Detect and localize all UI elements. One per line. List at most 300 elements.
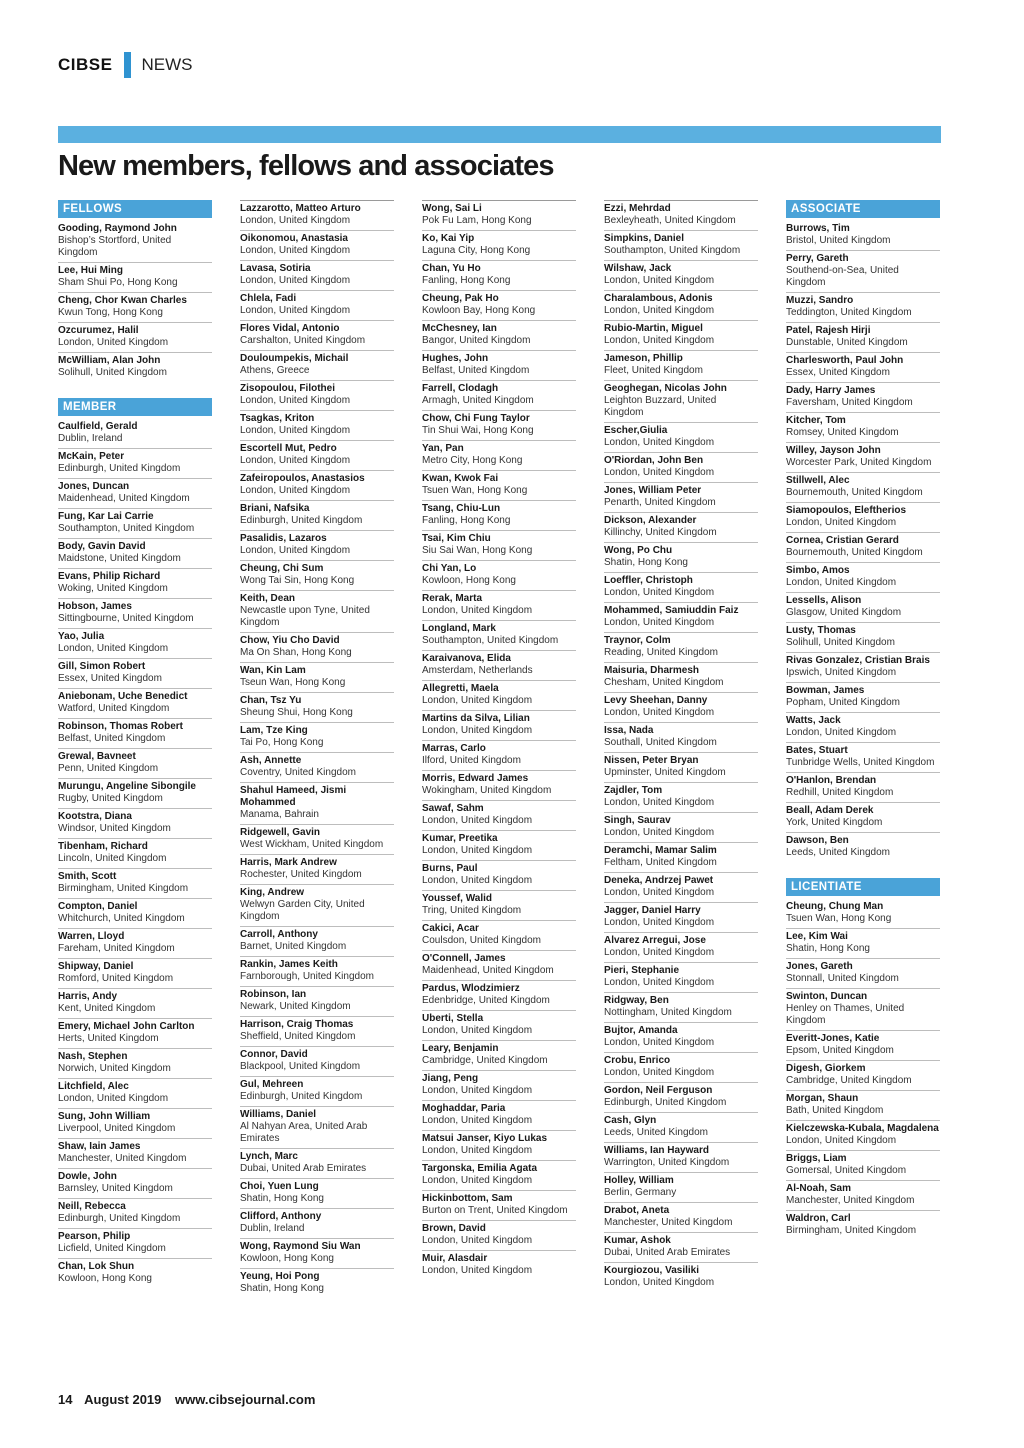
- member-location: Chesham, United Kingdom: [604, 677, 724, 688]
- member-location: Fleet, United Kingdom: [604, 365, 703, 376]
- member-name: Wilshaw, Jack: [604, 263, 672, 274]
- member-name: Lam, Tze King: [240, 725, 308, 736]
- member-entry: [786, 1030, 940, 1060]
- member-name: Simbo, Amos: [786, 565, 850, 576]
- member-entry: [58, 352, 212, 382]
- member-name: Digesh, Giorkem: [786, 1063, 866, 1074]
- member-location: London, United Kingdom: [604, 335, 715, 346]
- member-location: London, United Kingdom: [604, 437, 715, 448]
- member-entry: [604, 260, 758, 290]
- member-entry: [422, 590, 576, 620]
- member-entry: [240, 752, 394, 782]
- member-entry: [604, 692, 758, 722]
- member-location: Rochester, United Kingdom: [240, 869, 362, 880]
- member-entry: [422, 1130, 576, 1160]
- member-location: London, United Kingdom: [422, 1025, 533, 1036]
- member-entry: [58, 598, 212, 628]
- page-footer: [58, 1392, 315, 1407]
- section-label: NEWS: [141, 55, 193, 74]
- member-entry: [786, 712, 940, 742]
- member-name: Brown, David: [422, 1223, 486, 1234]
- member-location: Maidenhead, United Kingdom: [422, 965, 554, 976]
- member-entry: [58, 898, 212, 928]
- member-name: Ozcurumez, Halil: [58, 325, 139, 336]
- member-name: Kwan, Kwok Fai: [422, 473, 499, 484]
- member-location: Solihull, United Kingdom: [786, 637, 895, 648]
- member-entry: [604, 902, 758, 932]
- member-entry: [786, 652, 940, 682]
- member-name: Willey, Jayson John: [786, 445, 881, 456]
- member-name: Compton, Daniel: [58, 901, 138, 912]
- member-location: Armagh, United Kingdom: [422, 395, 534, 406]
- member-name: Issa, Nada: [604, 725, 654, 736]
- member-name: Kitcher, Tom: [786, 415, 846, 426]
- member-location: Berlin, Germany: [604, 1187, 677, 1198]
- section-heading: ASSOCIATE: [786, 200, 940, 218]
- member-name: Dady, Harry James: [786, 385, 876, 396]
- member-name: Wan, Kin Lam: [240, 665, 306, 676]
- member-name: Watts, Jack: [786, 715, 841, 726]
- member-name: Bujtor, Amanda: [604, 1025, 678, 1036]
- member-name: Pieri, Stephanie: [604, 965, 680, 976]
- member-entry: [58, 958, 212, 988]
- member-location: London, United Kingdom: [240, 245, 351, 256]
- member-location: Tin Shui Wai, Hong Kong: [422, 425, 534, 436]
- member-location: London, United Kingdom: [240, 305, 351, 316]
- member-location: Fareham, United Kingdom: [58, 943, 175, 954]
- member-name: Flores Vidal, Antonio: [240, 323, 340, 334]
- member-name: Leary, Benjamin: [422, 1043, 499, 1054]
- member-location: Worcester Park, United Kingdom: [786, 457, 932, 468]
- member-name: Jiang, Peng: [422, 1073, 479, 1084]
- member-location: Belfast, United Kingdom: [58, 733, 166, 744]
- member-name: Everitt-Jones, Katie: [786, 1033, 880, 1044]
- member-entry: [58, 478, 212, 508]
- member-entry: [604, 992, 758, 1022]
- member-entry: [786, 472, 940, 502]
- member-location: Bournemouth, United Kingdom: [786, 547, 923, 558]
- member-location: Cambridge, United Kingdom: [786, 1075, 912, 1086]
- section-heading: FELLOWS: [58, 200, 212, 218]
- member-name: Lavasa, Sotiria: [240, 263, 311, 274]
- member-location: Stonnall, United Kingdom: [786, 973, 899, 984]
- member-entry: [604, 782, 758, 812]
- member-name: O'Hanlon, Brendan: [786, 775, 877, 786]
- member-location: Kwun Tong, Hong Kong: [58, 307, 163, 318]
- member-name: Ridgway, Ben: [604, 995, 669, 1006]
- member-location: Metro City, Hong Kong: [422, 455, 523, 466]
- member-entry: [604, 1082, 758, 1112]
- member-location: Laguna City, Hong Kong: [422, 245, 531, 256]
- member-name: Longland, Mark: [422, 623, 496, 634]
- member-location: West Wickham, United Kingdom: [240, 839, 384, 850]
- member-name: Oikonomou, Anastasia: [240, 233, 348, 244]
- top-banner-bar: [58, 126, 941, 143]
- member-name: Chlela, Fadi: [240, 293, 297, 304]
- member-location: London, United Kingdom: [240, 395, 351, 406]
- member-location: Dublin, Ireland: [240, 1223, 305, 1234]
- column-4: [604, 200, 758, 1292]
- member-entry: [786, 1120, 940, 1150]
- member-location: Tsuen Wan, Hong Kong: [786, 913, 892, 924]
- member-location: London, United Kingdom: [422, 1175, 533, 1186]
- member-entry: [786, 532, 940, 562]
- member-location: Edinburgh, United Kingdom: [58, 463, 181, 474]
- member-location: Rugby, United Kingdom: [58, 793, 163, 804]
- member-location: London, United Kingdom: [604, 587, 715, 598]
- member-location: Bishop’s Stortford, United Kingdom: [58, 235, 172, 258]
- member-location: Athens, Greece: [240, 365, 310, 376]
- member-entry: [240, 440, 394, 470]
- member-entry: [58, 448, 212, 478]
- member-entry: [604, 932, 758, 962]
- member-entry: [604, 572, 758, 602]
- member-location: Whitchurch, United Kingdom: [58, 913, 185, 924]
- member-name: Geoghegan, Nicolas John: [604, 383, 727, 394]
- member-entry: [240, 1016, 394, 1046]
- member-location: Lincoln, United Kingdom: [58, 853, 167, 864]
- member-entry: [422, 1220, 576, 1250]
- member-location: Newcastle upon Tyne, United Kingdom: [240, 605, 370, 628]
- member-name: Ridgewell, Gavin: [240, 827, 321, 838]
- member-location: London, United Kingdom: [240, 425, 351, 436]
- member-entry: [604, 230, 758, 260]
- member-name: Harrison, Craig Thomas: [240, 1019, 354, 1030]
- member-entry: [604, 1262, 758, 1292]
- member-name: Chow, Chi Fung Taylor: [422, 413, 530, 424]
- member-name: Connor, David: [240, 1049, 308, 1060]
- member-entry: [422, 1160, 576, 1190]
- member-location: London, United Kingdom: [240, 485, 351, 496]
- member-entry: [240, 986, 394, 1016]
- member-location: London, United Kingdom: [604, 1037, 715, 1048]
- member-location: Sheung Shui, Hong Kong: [240, 707, 353, 718]
- column-2: [240, 200, 394, 1298]
- member-entry: [422, 650, 576, 680]
- member-location: London, United Kingdom: [422, 875, 533, 886]
- member-name: Cheung, Chi Sum: [240, 563, 324, 574]
- member-entry: [58, 419, 212, 448]
- member-entry: [240, 662, 394, 692]
- member-location: Ipswich, United Kingdom: [786, 667, 897, 678]
- member-name: Gordon, Neil Ferguson: [604, 1085, 713, 1096]
- member-name: Kumar, Preetika: [422, 833, 498, 844]
- member-entry: [58, 1258, 212, 1288]
- member-name: Cheung, Chung Man: [786, 901, 884, 912]
- member-entry: [786, 442, 940, 472]
- member-entry: [422, 950, 576, 980]
- member-name: Clifford, Anthony: [240, 1211, 322, 1222]
- member-name: Perry, Gareth: [786, 253, 849, 264]
- member-location: Nottingham, United Kingdom: [604, 1007, 732, 1018]
- member-name: Stillwell, Alec: [786, 475, 850, 486]
- member-name: Pearson, Philip: [58, 1231, 131, 1242]
- member-entry: [422, 1070, 576, 1100]
- member-location: Southall, United Kingdom: [604, 737, 717, 748]
- member-location: Tunbridge Wells, United Kingdom: [786, 757, 935, 768]
- member-name: Briani, Nafsika: [240, 503, 310, 514]
- member-entry: [422, 1190, 576, 1220]
- member-entry: [58, 1018, 212, 1048]
- member-location: Tseun Wan, Hong Kong: [240, 677, 346, 688]
- member-name: Simpkins, Daniel: [604, 233, 685, 244]
- member-name: Lazzarotto, Matteo Arturo: [240, 203, 361, 214]
- member-name: Dickson, Alexander: [604, 515, 697, 526]
- member-entry: [58, 748, 212, 778]
- member-entry: [786, 988, 940, 1030]
- member-entry: [58, 1198, 212, 1228]
- member-location: Kent, United Kingdom: [58, 1003, 156, 1014]
- member-entry: [604, 722, 758, 752]
- member-location: Southampton, United Kingdom: [604, 245, 741, 256]
- member-entry: [604, 752, 758, 782]
- member-entry: [58, 262, 212, 292]
- member-entry: [58, 538, 212, 568]
- member-entry: [240, 782, 394, 824]
- member-name: Loeffler, Christoph: [604, 575, 693, 586]
- member-entry: [604, 290, 758, 320]
- member-location: Leighton Buzzard, United Kingdom: [604, 395, 717, 418]
- member-entry: [240, 692, 394, 722]
- member-name: Smith, Scott: [58, 871, 117, 882]
- member-name: Cash, Glyn: [604, 1115, 657, 1126]
- member-location: Sham Shui Po, Hong Kong: [58, 277, 178, 288]
- member-entry: [240, 854, 394, 884]
- section-heading: MEMBER: [58, 398, 212, 416]
- member-name: Briggs, Liam: [786, 1153, 847, 1164]
- member-name: Jones, Gareth: [786, 961, 853, 972]
- member-entry: [58, 838, 212, 868]
- member-location: London, United Kingdom: [422, 1235, 533, 1246]
- member-name: Chi Yan, Lo: [422, 563, 477, 574]
- member-name: Holley, William: [604, 1175, 674, 1186]
- member-entry: [422, 1250, 576, 1280]
- member-location: Carshalton, United Kingdom: [240, 335, 366, 346]
- member-location: London, United Kingdom: [422, 1115, 533, 1126]
- page-number: 14: [58, 1392, 73, 1407]
- member-entry: [786, 382, 940, 412]
- member-entry: [422, 890, 576, 920]
- member-location: London, United Kingdom: [604, 947, 715, 958]
- member-name: Lee, Kim Wai: [786, 931, 848, 942]
- member-location: Norwich, United Kingdom: [58, 1063, 171, 1074]
- member-entry: [422, 740, 576, 770]
- member-entry: [240, 410, 394, 440]
- member-name: Robinson, Thomas Robert: [58, 721, 183, 732]
- member-entry: [58, 508, 212, 538]
- member-entry: [786, 928, 940, 958]
- member-entry: [604, 1232, 758, 1262]
- member-entry: [786, 622, 940, 652]
- column-5: [786, 200, 940, 1240]
- member-name: Nash, Stephen: [58, 1051, 128, 1062]
- member-location: London, United Kingdom: [604, 617, 715, 628]
- website-link[interactable]: www.cibsejournal.com: [175, 1392, 316, 1407]
- member-name: Warren, Lloyd: [58, 931, 125, 942]
- member-location: Cambridge, United Kingdom: [422, 1055, 548, 1066]
- member-entry: [240, 1238, 394, 1268]
- member-location: London, United Kingdom: [58, 337, 169, 348]
- member-location: London, United Kingdom: [422, 815, 533, 826]
- member-location: York, United Kingdom: [786, 817, 883, 828]
- member-name: Cheung, Pak Ho: [422, 293, 499, 304]
- member-entry: [604, 452, 758, 482]
- page-title: New members, fellows and associates: [58, 150, 554, 182]
- member-entry: [786, 412, 940, 442]
- member-name: Gill, Simon Robert: [58, 661, 146, 672]
- member-entry: [604, 1202, 758, 1232]
- member-location: Manchester, United Kingdom: [58, 1153, 187, 1164]
- member-location: Windsor, United Kingdom: [58, 823, 171, 834]
- member-location: Licfield, United Kingdom: [58, 1243, 166, 1254]
- member-location: London, United Kingdom: [58, 1093, 169, 1104]
- member-location: Dubai, United Arab Emirates: [604, 1247, 731, 1258]
- member-name: Carroll, Anthony: [240, 929, 318, 940]
- member-location: London, United Kingdom: [604, 827, 715, 838]
- member-location: Dublin, Ireland: [58, 433, 123, 444]
- member-location: Birmingham, United Kingdom: [58, 883, 189, 894]
- member-entry: [786, 682, 940, 712]
- member-name: Murungu, Angeline Sibongile: [58, 781, 196, 792]
- member-entry: [604, 482, 758, 512]
- member-location: Southampton, United Kingdom: [422, 635, 559, 646]
- member-entry: [240, 1268, 394, 1298]
- member-entry: [786, 292, 940, 322]
- member-entry: [58, 928, 212, 958]
- member-location: Reading, United Kingdom: [604, 647, 718, 658]
- member-name: Martins da Silva, Lilian: [422, 713, 530, 724]
- member-name: Deneka, Andrzej Pawet: [604, 875, 714, 886]
- member-entry: [58, 808, 212, 838]
- member-name: Hobson, James: [58, 601, 132, 612]
- member-location: Sittingbourne, United Kingdom: [58, 613, 194, 624]
- member-location: Belfast, United Kingdom: [422, 365, 530, 376]
- member-entry: [604, 962, 758, 992]
- member-entry: [786, 802, 940, 832]
- member-location: Watford, United Kingdom: [58, 703, 170, 714]
- member-location: London, United Kingdom: [604, 1277, 715, 1288]
- member-entry: [422, 1040, 576, 1070]
- member-location: Southampton, United Kingdom: [58, 523, 195, 534]
- member-name: Jones, William Peter: [604, 485, 702, 496]
- member-location: Edinburgh, United Kingdom: [604, 1097, 727, 1108]
- member-entry: [604, 1172, 758, 1202]
- section-heading: LICENTIATE: [786, 878, 940, 896]
- member-entry: [786, 1210, 940, 1240]
- member-location: Romford, United Kingdom: [58, 973, 174, 984]
- member-location: London, United Kingdom: [604, 797, 715, 808]
- member-entry: [422, 320, 576, 350]
- member-name: Farrell, Clodagh: [422, 383, 499, 394]
- member-location: Shatin, Hong Kong: [604, 557, 688, 568]
- member-entry: [240, 290, 394, 320]
- member-name: Al-Noah, Sam: [786, 1183, 852, 1194]
- member-entry: [58, 1078, 212, 1108]
- member-name: Dowle, John: [58, 1171, 117, 1182]
- member-name: Targonska, Emilia Agata: [422, 1163, 538, 1174]
- member-name: Kumar, Ashok: [604, 1235, 671, 1246]
- member-entry: [58, 568, 212, 598]
- member-location: Faversham, United Kingdom: [786, 397, 913, 408]
- member-location: Coventry, United Kingdom: [240, 767, 356, 778]
- member-location: Epsom, United Kingdom: [786, 1045, 894, 1056]
- member-name: Litchfield, Alec: [58, 1081, 129, 1092]
- member-entry: [604, 350, 758, 380]
- member-location: London, United Kingdom: [786, 1135, 897, 1146]
- header-divider: [124, 52, 131, 78]
- member-entry: [422, 290, 576, 320]
- member-entry: [240, 1148, 394, 1178]
- member-location: London, United Kingdom: [786, 517, 897, 528]
- member-entry: [58, 1108, 212, 1138]
- member-location: London, United Kingdom: [240, 215, 351, 226]
- member-entry: [240, 632, 394, 662]
- member-entry: [58, 988, 212, 1018]
- member-name: Crobu, Enrico: [604, 1055, 671, 1066]
- member-location: Henley on Thames, United Kingdom: [786, 1003, 905, 1026]
- member-name: Ash, Annette: [240, 755, 302, 766]
- member-location: Sheffield, United Kingdom: [240, 1031, 356, 1042]
- member-location: Burton on Trent, United Kingdom: [422, 1205, 568, 1216]
- member-entry: [422, 710, 576, 740]
- member-location: London, United Kingdom: [422, 605, 533, 616]
- member-entry: [240, 722, 394, 752]
- member-location: Penn, United Kingdom: [58, 763, 159, 774]
- member-entry: [240, 884, 394, 926]
- member-location: Solihull, United Kingdom: [58, 367, 167, 378]
- member-location: Penarth, United Kingdom: [604, 497, 716, 508]
- member-location: Siu Sai Wan, Hong Kong: [422, 545, 533, 556]
- member-location: Southend-on-Sea, United Kingdom: [786, 265, 899, 288]
- member-location: Shatin, Hong Kong: [786, 943, 870, 954]
- member-name: Chan, Tsz Yu: [240, 695, 302, 706]
- member-name: Jones, Duncan: [58, 481, 130, 492]
- member-location: Coulsdon, United Kingdom: [422, 935, 541, 946]
- member-location: Popham, United Kingdom: [786, 697, 900, 708]
- member-entry: [786, 1060, 940, 1090]
- member-name: Chan, Yu Ho: [422, 263, 481, 274]
- member-name: Rerak, Marta: [422, 593, 483, 604]
- member-location: London, United Kingdom: [422, 725, 533, 736]
- member-name: Keith, Dean: [240, 593, 296, 604]
- member-location: Upminster, United Kingdom: [604, 767, 726, 778]
- member-name: Jameson, Phillip: [604, 353, 683, 364]
- member-location: London, United Kingdom: [422, 695, 533, 706]
- member-entry: [240, 590, 394, 632]
- member-entry: [604, 1142, 758, 1172]
- member-name: Williams, Daniel: [240, 1109, 317, 1120]
- member-entry: [786, 250, 940, 292]
- member-entry: [240, 350, 394, 380]
- member-entry: [786, 322, 940, 352]
- member-entry: [604, 872, 758, 902]
- member-entry: [58, 292, 212, 322]
- member-name: Morgan, Shaun: [786, 1093, 859, 1104]
- member-name: Lessells, Alison: [786, 595, 862, 606]
- member-name: Douloumpekis, Michail: [240, 353, 349, 364]
- member-location: Kowloon, Hong Kong: [58, 1273, 152, 1284]
- member-name: Escortell Mut, Pedro: [240, 443, 337, 454]
- member-name: Traynor, Colm: [604, 635, 671, 646]
- member-name: Patel, Rajesh Hirji: [786, 325, 871, 336]
- member-entry: [604, 842, 758, 872]
- member-entry: [58, 221, 212, 262]
- member-name: Bates, Stuart: [786, 745, 848, 756]
- member-location: London, United Kingdom: [240, 545, 351, 556]
- member-name: Williams, Ian Hayward: [604, 1145, 709, 1156]
- member-location: London, United Kingdom: [604, 977, 715, 988]
- member-location: Shatin, Hong Kong: [240, 1193, 324, 1204]
